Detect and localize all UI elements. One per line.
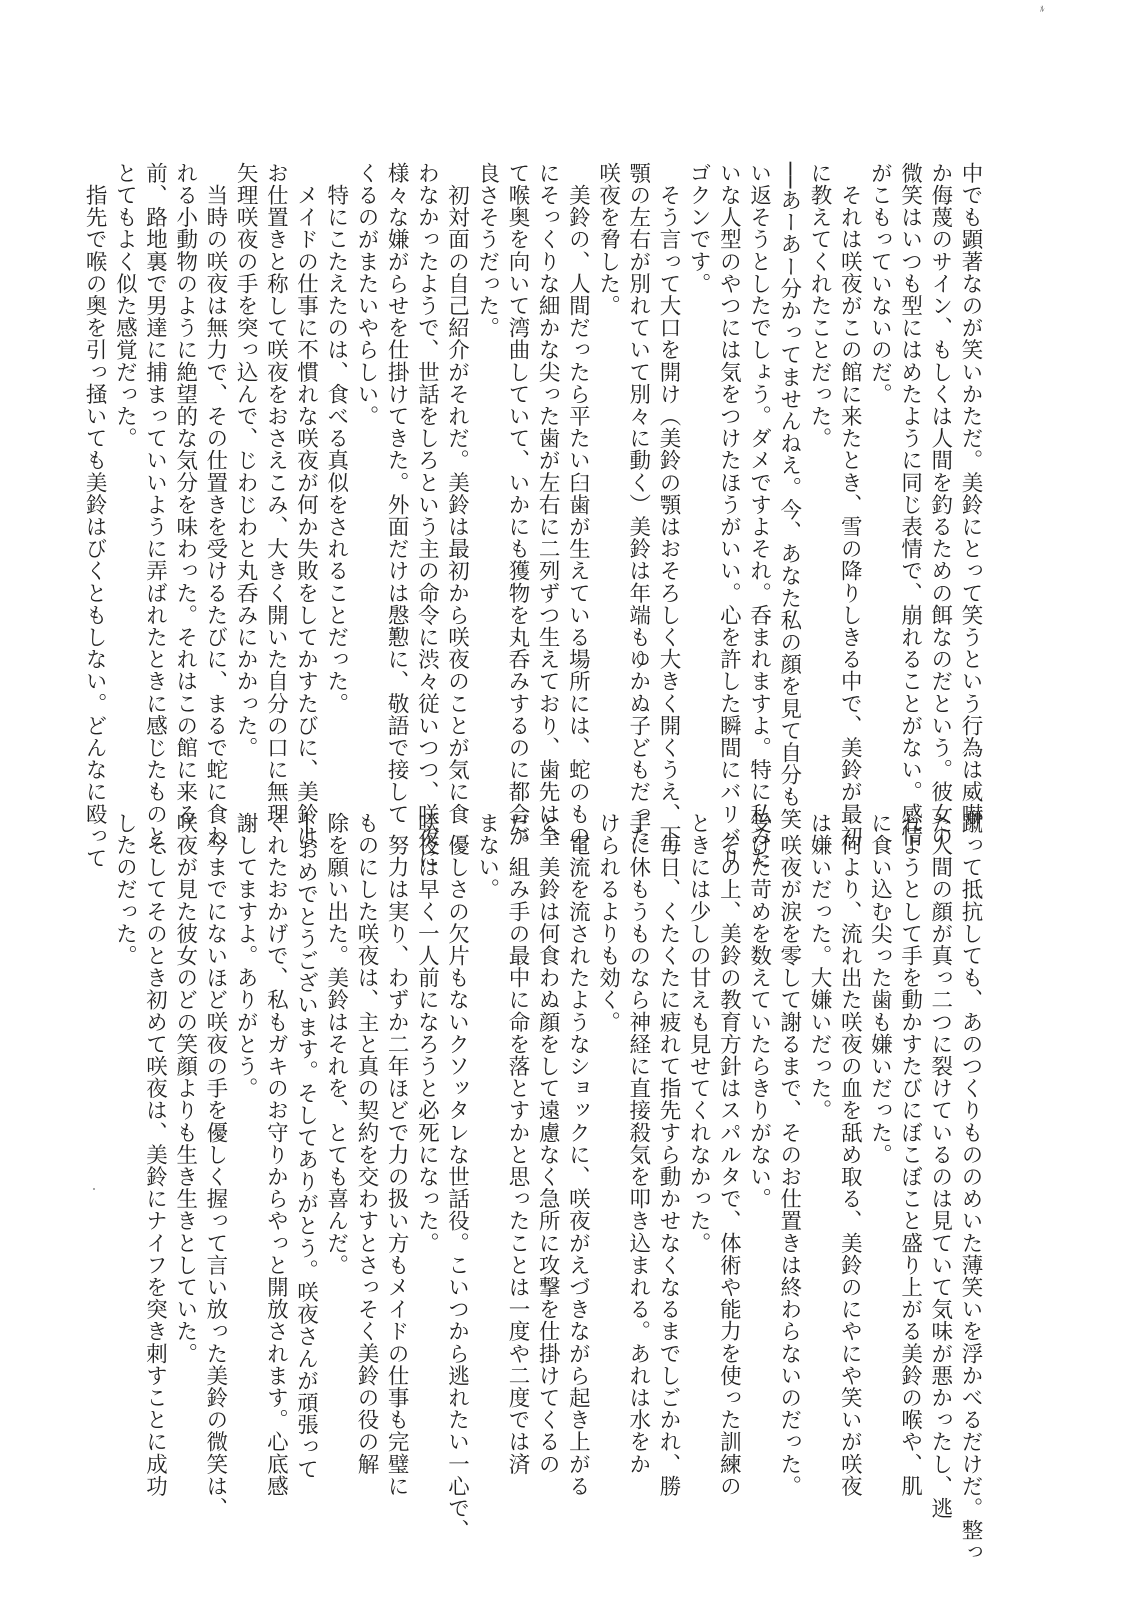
text-line: そう言って大口を開け（美鈴の顎はおそろしく大きく開くうえ、下 [655, 162, 681, 848]
text-line: 毎日、くたくたに疲れて指先すら動かせなくなるまでしごかれ、勝 [655, 812, 681, 1498]
text-line: と、美鈴は何食わぬ顔をして遠慮なく急所に攻撃を仕掛けてくるの [535, 812, 561, 1475]
text-line: 様々な嫌がらせを仕掛けてきた。外面だけは慇懃に、敬語で接して [384, 162, 410, 825]
text-line: 謝してますよ。ありがとう。 [233, 812, 259, 1100]
text-line: 手に休もうものなら神経に直接殺気を叩き込まれる。あれは水をか [625, 812, 651, 1475]
text-line: 特にこたえたのは、食べる真似をされることだった。 [323, 162, 349, 715]
text-line: 矢理咲夜の手を突っ込んで、じわじわと丸呑みにかかった。 [233, 162, 259, 759]
text-line: だ。組み手の最中に命を落とすかと思ったことは一度や二度では済 [504, 812, 530, 1475]
text-line: は嫌いだった。大嫌いだった。 [806, 812, 832, 1122]
text-line: 前、路地裏で男達に捕まっていいように弄ばれたときに感じたものと、 [142, 162, 168, 870]
text-line: 指先で喉の奥を引っ掻いても美鈴はびくともしない。どんなに殴って [82, 162, 108, 870]
text-line: メイドの仕事に不慣れな咲夜が何か失敗をしてかすたびに、美鈴は [293, 162, 319, 848]
text-line: わなかったようで、世話をしろという主の命令に渋々従いつつ、咲夜に [414, 162, 440, 870]
text-line: に食い込む尖った歯も嫌いだった。 [867, 812, 893, 1166]
text-line: 努力は実り、わずか二年ほどで力の扱い方もメイドの仕事も完璧に [384, 812, 410, 1498]
text-line: ものにした咲夜は、主と真の契約を交わすとさっそく美鈴の役の解 [353, 812, 379, 1475]
text-line: に教えてくれたことだった。 [806, 162, 832, 450]
scan-speck [93, 1188, 95, 1190]
text-line: そしてそのとき初めて咲夜は、美鈴にナイフを突き刺すことに成功 [142, 812, 168, 1498]
text-line: 顎の左右が別れていて別々に動く）美鈴は年端もゆかぬ子どもだった [625, 162, 651, 848]
text-line: て喉奥を向いて湾曲していて、いかにも獲物を丸呑みするのに都合が [504, 162, 530, 848]
text-line: た人間の顔が真っ二つに裂けているのは見ていて気味が悪かったし、逃 [927, 812, 953, 1520]
text-line: いな人型のやつには気をつけたほうがいい。心を許した瞬間にバリバリ [716, 162, 742, 870]
text-line: ゴクンです。 [686, 162, 712, 295]
text-line: その上、美鈴の教育方針はスパルタで、体術や能力を使った訓練の [716, 812, 742, 1498]
text-line: 当時の咲夜は無力で、その仕置きを受けるたびに、まるで蛇に食わ [202, 162, 228, 848]
text-line: 優しさの欠片もないクソッタレな世話役。こいつから逃れたい一心で、 [444, 812, 470, 1542]
text-line: 蹴って抵抗しても、あのつくりもののめいた薄笑いを浮かべるだけだ。整っ [958, 812, 983, 1564]
text-line: お仕置きと称して咲夜をおさえこみ、大きく開いた自分の口に無理 [263, 162, 289, 825]
text-line: くれたおかげで、私もガキのお守りからやっと開放されます。心底感 [263, 812, 289, 1498]
text-line: 微笑はいつも型にはめたように同じ表情で、崩れることがない。感情 [897, 162, 923, 848]
text-line: 除を願い出た。美鈴はそれを、とても喜んだ。 [323, 812, 349, 1277]
text-line: 咲夜を脅した。 [595, 162, 621, 317]
text-line: 良さそうだった。 [474, 162, 500, 339]
lower-text-block [112, 812, 985, 1564]
text-line: れる小動物のように絶望的な気分を味わった。それはこの館に来る [172, 162, 198, 825]
text-line: がこもっていないのだ。 [867, 162, 893, 406]
text-line: まない。 [474, 812, 500, 901]
text-line: 何より、流れ出た咲夜の血を舐め取る、美鈴のにやにや笑いが咲夜 [837, 812, 863, 1498]
text-line: か侮蔑のサイン、もしくは人間を釣るための餌なのだという。彼女の [927, 162, 953, 848]
page-corner-mark: ﾙ [1040, 5, 1045, 15]
text-line: 電流を流されたようなショックに、咲夜がえづきながら起き上がる [565, 812, 591, 1498]
text-line: 美鈴の、人間だったら平たい臼歯が生えている場所には、蛇のもの [565, 162, 591, 848]
text-line: 受けた苛めを数えていたらきりがない。 [746, 812, 772, 1210]
text-line: 咲夜が見た彼女のどの笑顔よりも生き生きとしていた。 [172, 812, 198, 1365]
text-line: けられるよりも効く。 [595, 812, 621, 1033]
text-line: 初対面の自己紹介がそれだ。美鈴は最初から咲夜のことが気に食 [444, 162, 470, 825]
text-line: とてもよく似た感覚だった。 [112, 162, 138, 450]
text-line: くるのがまたいやらしい。 [353, 162, 379, 428]
text-line: したのだった。 [112, 812, 138, 967]
text-line: ──おめでとうございます。そしてありがとう。咲夜さんが頑張って [293, 812, 319, 1480]
text-line: にそっくりな細かな尖った歯が左右に二列ずつ生えており、歯先は全 [535, 162, 561, 848]
text-line: い返そうとしたでしょう。ダメですよそれ。呑まれますよ。特に私みた [746, 162, 772, 870]
text-line: 咲夜は早く一人前になろうと必死になった。 [414, 812, 440, 1254]
text-line: れようとして手を動かすたびにぼこぼこと盛り上がる美鈴の喉や、肌 [897, 812, 923, 1498]
text-line: ──あーあー分かってませんねえ。今、あなた私の顔を見て自分も笑 [776, 162, 802, 830]
text-line: ときには少しの甘えも見せてくれなかった。 [686, 812, 712, 1254]
text-line: 中でも顕著なのが笑いかただ。美鈴にとって笑うという行為は威嚇 [958, 162, 983, 825]
text-line: 咲夜が涙を零して謝るまで、そのお仕置きは終わらないのだった。 [776, 812, 802, 1498]
text-line: 今までにないほど咲夜の手を優しく握って言い放った美鈴の微笑は、 [202, 812, 228, 1520]
text-line: それは咲夜がこの館に来たとき、雪の降りしきる中で、美鈴が最初 [837, 162, 863, 848]
